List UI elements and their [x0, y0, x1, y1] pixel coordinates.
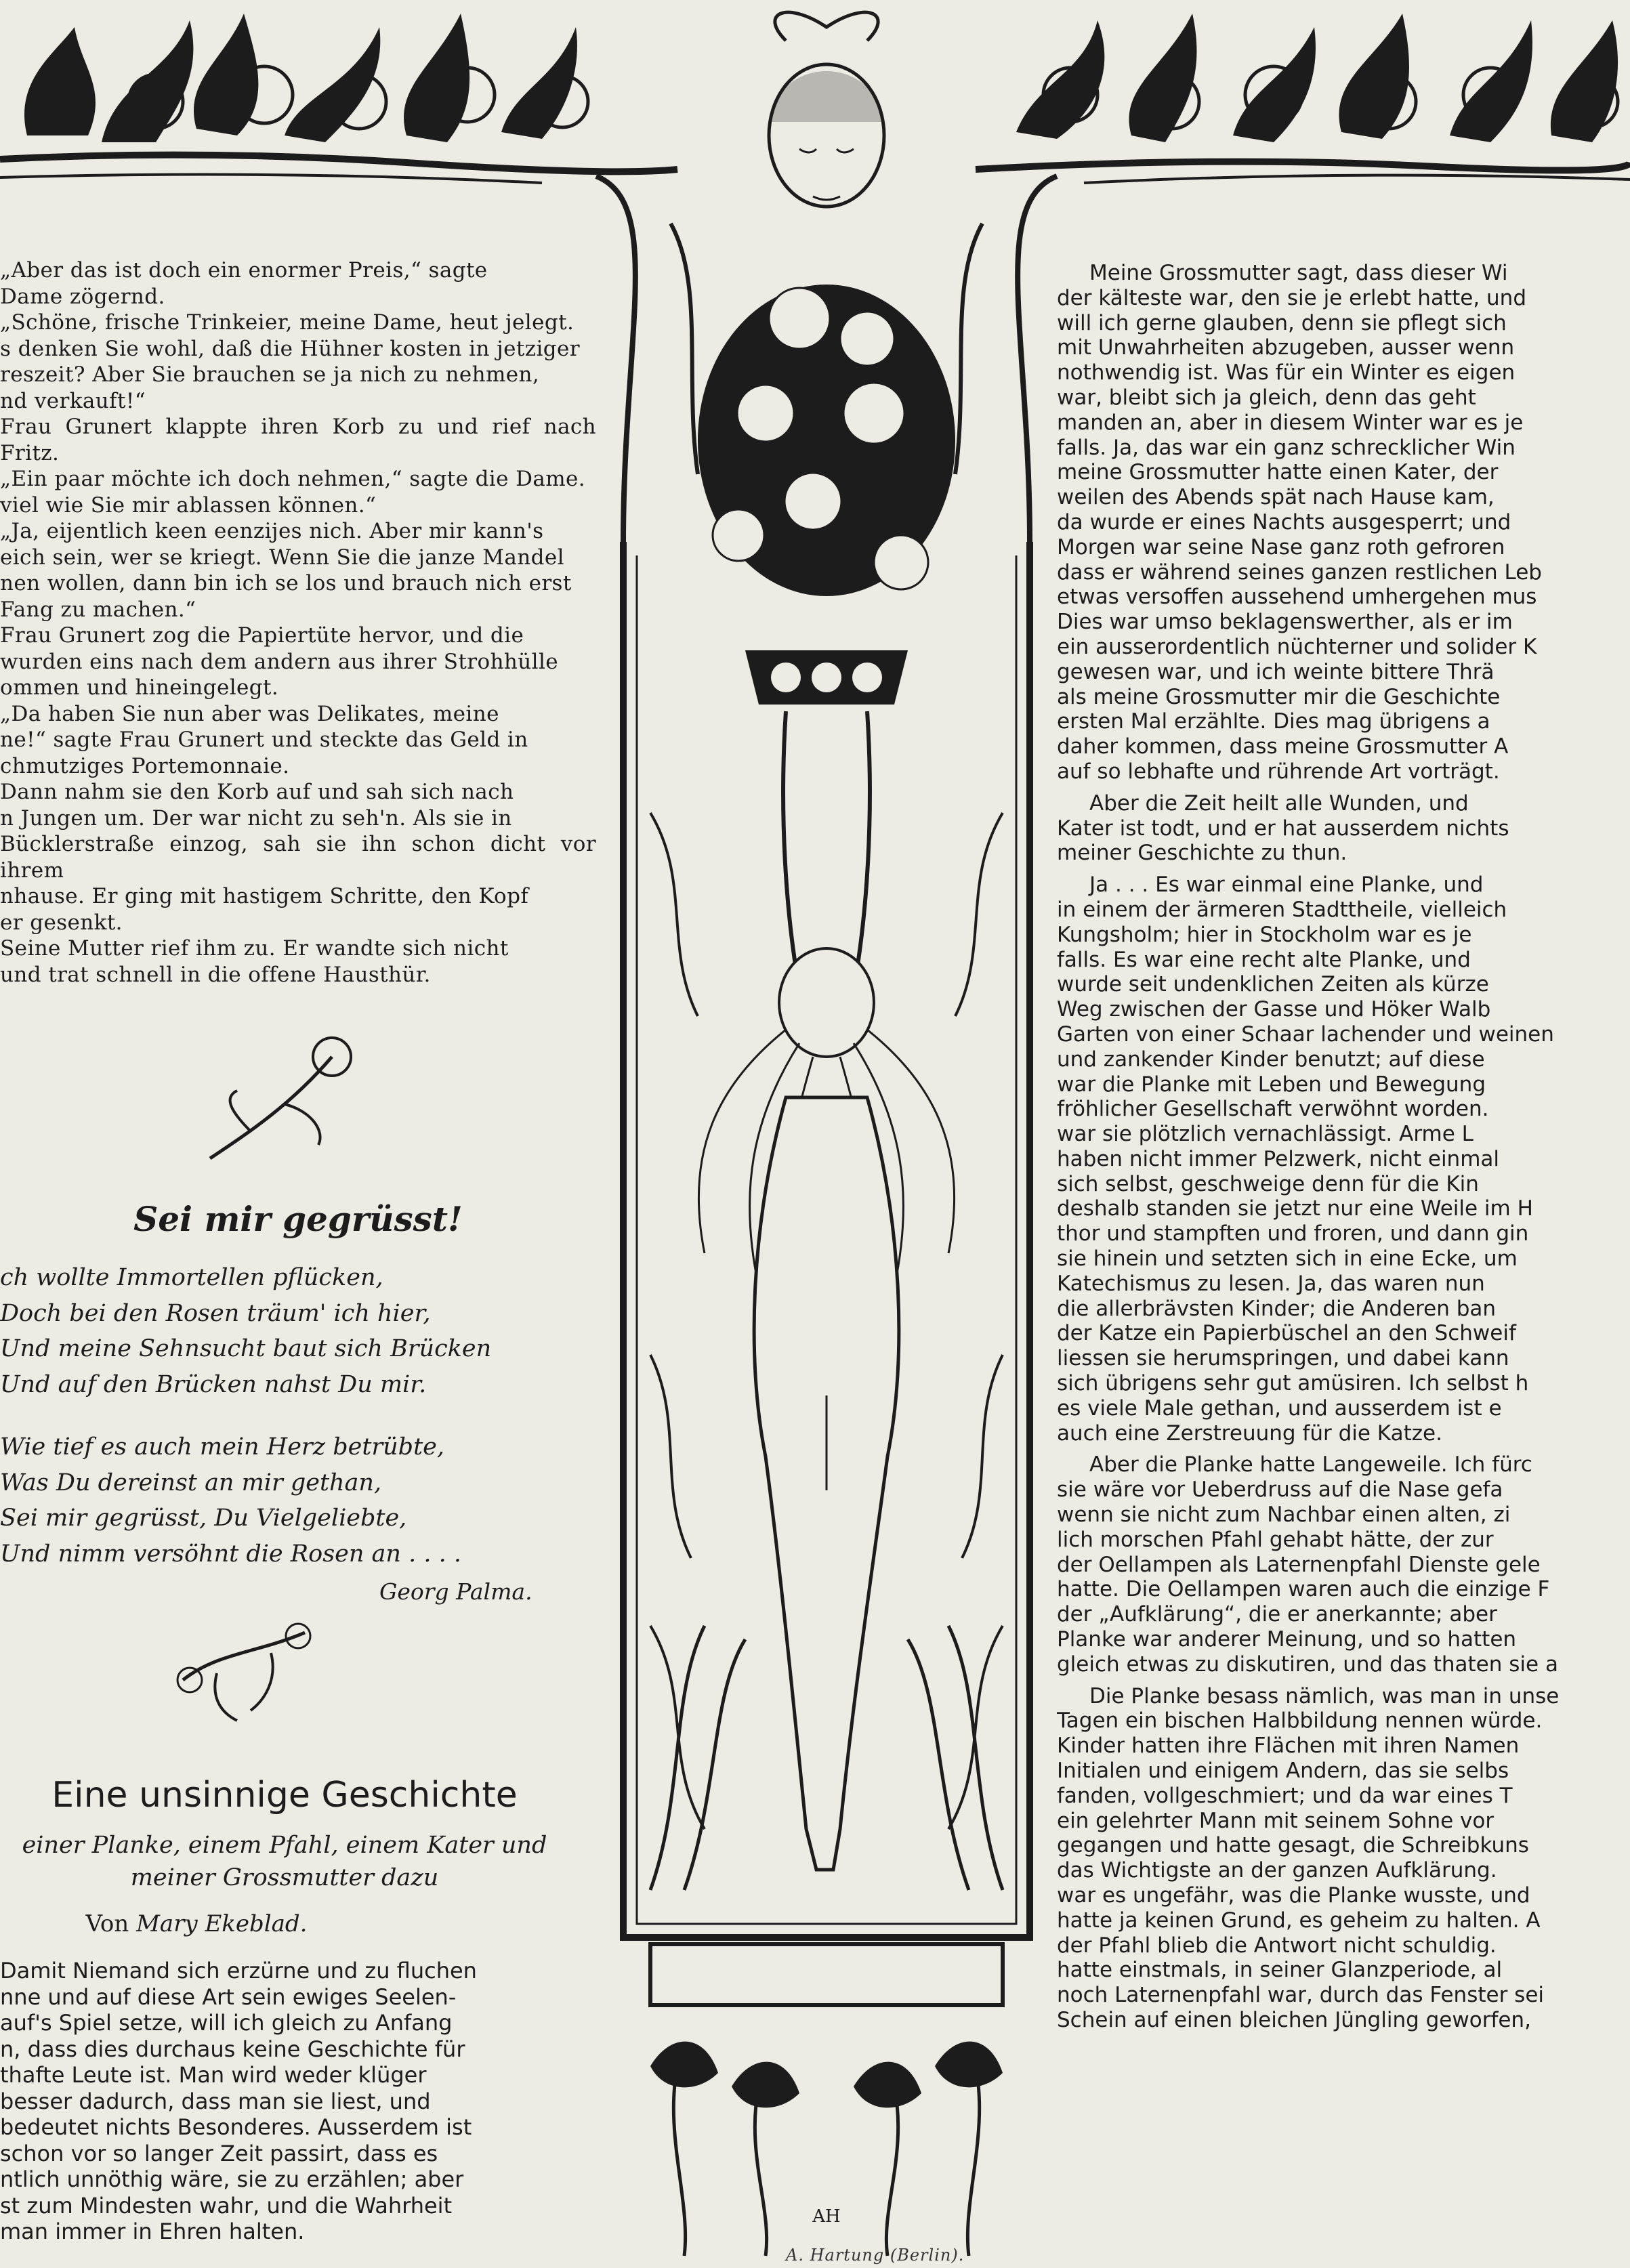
text-line: sie hinein und setzten sich in eine Ecke, um [1057, 1246, 1518, 1272]
paragraph-gap [1057, 1446, 1630, 1452]
monogram: AH [812, 2206, 841, 2227]
story-line: schon vor so langer Zeit passirt, dass es [0, 2140, 438, 2166]
poem-line: Und auf den Brücken nahst Du mir. [0, 1370, 427, 1398]
text-line: da wurde er eines Nachts ausgesperrt; und [1057, 509, 1511, 534]
text-line: als meine Grossmutter mir die Geschichte [1057, 684, 1501, 709]
stanza-gap [0, 1402, 569, 1429]
paragraph-gap [1057, 1677, 1630, 1684]
text-line: etwas versoffen aussehend umhergehen mus [1057, 585, 1537, 610]
text-line: gewesen war, und ich weinte bittere Thrä [1057, 659, 1495, 684]
story-line: besser dadurch, dass man sie liest, und [0, 2088, 431, 2114]
text-line: Fang zu machen.“ [0, 597, 196, 622]
text-line: in einem der ärmeren Stadttheile, vielleich [1057, 897, 1507, 922]
story-subtitle-line: einer Planke, einem Pfahl, einem Kater und [22, 1832, 547, 1859]
text-line: war die Planke mit Leben und Bewegung [1057, 1072, 1486, 1097]
text-line: Dann nahm sie den Korb auf und sah sich nach [0, 780, 514, 804]
text-line: sich selbst, geschweige denn für die Kin [1057, 1171, 1479, 1196]
text-line: der „Aufklärung“, die er anerkannte; aber [1057, 1602, 1497, 1627]
poem-line: Und meine Sehnsucht baut sich Brücken [0, 1335, 492, 1362]
text-line: und zankender Kinder benutzt; auf diese [1057, 1047, 1485, 1072]
text-line: „Ja, eijentlich keen eenzijes nich. Aber mir kann's [0, 519, 544, 543]
story-subtitle [0, 1829, 569, 1894]
text-line: und trat schnell in die offene Hausthür. [0, 962, 431, 987]
text-line: war sie plötzlich vernachlässigt. Arme L [1057, 1122, 1474, 1147]
text-line: Kater ist todt, und er hat ausserdem nichts [1057, 816, 1509, 841]
text-line: meiner Geschichte zu thun. [1057, 841, 1347, 866]
text-line: es viele Male gethan, und ausserdem ist e [1057, 1395, 1502, 1421]
text-line: Aber die Planke hatte Langeweile. Ich fürc [1089, 1452, 1532, 1477]
text-line: Kinder hatten ihre Flächen mit ihren Namen [1057, 1734, 1520, 1759]
story-title: Eine unsinnige Geschichte [51, 1775, 518, 1815]
story-line: auf's Spiel setze, will ich gleich zu Anfang [0, 2010, 453, 2036]
text-line: der Oellampen als Laternenpfahl Dienste gele [1057, 1552, 1541, 1577]
text-line: ein gelehrter Mann mit seinem Sohne vor [1057, 1808, 1495, 1833]
text-line: weilen des Abends spät nach Hause kam, [1057, 485, 1495, 510]
byline-author: Mary Ekeblad. [136, 1910, 308, 1937]
text-line: hatte. Die Oellampen waren auch die einzige F [1057, 1577, 1550, 1602]
story-line: st zum Mindesten wahr, und die Wahrheit [0, 2192, 453, 2219]
text-line: will ich gerne glauben, denn sie pflegt sich [1057, 310, 1507, 335]
text-line: wenn sie nicht zum Nachbar einen alten, zi [1057, 1503, 1511, 1528]
text-line: er gesenkt. [0, 910, 123, 935]
text-line: s denken Sie wohl, daß die Hühner kosten in jetziger [0, 336, 580, 361]
text-line: „Aber das ist doch ein enormer Preis,“ sagte [0, 258, 488, 282]
text-line: nothwendig ist. Was für ein Winter es eigen [1057, 360, 1516, 385]
text-line: gleich etwas zu diskutiren, und das thaten sie a [1057, 1652, 1558, 1677]
paragraph-gap [1057, 866, 1630, 873]
text-line: ne!“ sagte Frau Grunert und steckte das Geld in [0, 728, 528, 752]
text-line: sie wäre vor Ueberdruss auf die Nase gefa [1057, 1477, 1503, 1503]
text-line: fröhlicher Gesellschaft verwöhnt worden. [1057, 1097, 1489, 1122]
text-line: ersten Mal erzählte. Dies mag übrigens a [1057, 709, 1490, 734]
text-line: lich morschen Pfahl gehabt hätte, der zur [1057, 1527, 1494, 1552]
text-line: die allerbrävsten Kinder; die Anderen ban [1057, 1296, 1497, 1321]
text-line: thor und stampften und froren, und dann gin [1057, 1221, 1529, 1246]
text-line: Frau Grunert klappte ihren Korb zu und rief nach Fritz. [0, 415, 596, 465]
text-line: Bücklerstraße einzog, sah sie ihn schon dicht vor ihrem [0, 832, 596, 883]
text-line: wurde seit undenklichen Zeiten als kürze [1057, 972, 1489, 997]
text-line: manden an, aber in diesem Winter war es je [1057, 410, 1524, 435]
text-line: Aber die Zeit heilt alle Wunden, und [1089, 791, 1469, 816]
story-line: ntlich unnöthig wäre, sie zu erzählen; aber [0, 2166, 464, 2192]
illustration-credit: A. Hartung (Berlin). [786, 2246, 965, 2265]
story-line: bedeutet nichts Besonderes. Ausserdem ist [0, 2114, 472, 2140]
text-line: Seine Mutter rief ihm zu. Er wandte sich nicht [0, 936, 509, 961]
text-line: nen wollen, dann bin ich se los und brauch nich erst [0, 571, 572, 595]
text-line: Dies war umso beklagenswerther, als er im [1057, 610, 1513, 635]
story-body [0, 1958, 589, 2245]
text-line: Dame zögernd. [0, 284, 165, 309]
text-line: haben nicht immer Pelzwerk, nicht einmal [1057, 1146, 1500, 1171]
text-line: der Katze ein Papierbüschel an den Schweif [1057, 1321, 1516, 1346]
text-line: ein ausserordentlich nüchterner und solider K [1057, 634, 1537, 659]
text-line: „Ein paar möchte ich doch nehmen,“ sagte die Dame. [0, 467, 586, 491]
poem-title: Sei mir gegrüsst! [133, 1199, 463, 1239]
text-line: der Pfahl blieb die Antwort nicht schuldig. [1057, 1933, 1497, 1958]
paragraph-gap [1057, 784, 1630, 791]
story-line: n, dass dies durchaus keine Geschichte für [0, 2036, 465, 2062]
poem-line: Was Du dereinst an mir gethan, [0, 1469, 382, 1496]
story-subtitle-line: meiner Grossmutter dazu [130, 1864, 439, 1891]
text-line: Initialen und einigem Andern, das sie selbs [1057, 1759, 1509, 1784]
text-line: reszeit? Aber Sie brauchen se ja nich zu nehmen, [0, 362, 540, 387]
text-line: eich sein, wer se kriegt. Wenn Sie die janze Mandel [0, 545, 564, 570]
text-line: viel wie Sie mir ablassen können.“ [0, 492, 377, 518]
story-byline [0, 1910, 393, 1937]
text-line: wurden eins nach dem andern aus ihrer Strohhülle [0, 649, 559, 674]
poem-line: Und nimm versöhnt die Rosen an . . . . [0, 1540, 461, 1568]
story-line: thafte Leute ist. Man wird weder klüger [0, 2062, 427, 2088]
text-line: chmutziges Portemonnaie. [0, 753, 290, 778]
text-line: Garten von einer Schaar lachender und weinen [1057, 1022, 1554, 1047]
text-line: Die Planke besass nämlich, was man in unse [1089, 1683, 1560, 1708]
text-line: dass er während seines ganzen restlichen Leb [1057, 560, 1542, 585]
text-line: hatte einstmals, in seiner Glanzperiode, al [1057, 1958, 1503, 1983]
right-column-text [1057, 261, 1630, 2268]
poem-line: Doch bei den Rosen träum' ich hier, [0, 1299, 431, 1327]
poem-line: ch wollte Immortellen pflücken, [0, 1264, 383, 1291]
text-line: „Da haben Sie nun aber was Delikates, meine [0, 701, 499, 726]
text-line: fanden, vollgeschmiert; und da war eines T [1057, 1783, 1513, 1808]
text-line: auf so lebhafte und rührende Art vorträgt. [1057, 759, 1500, 784]
story-line: nne und auf diese Art sein ewiges Seelen- [0, 1983, 457, 2010]
text-line: Planke war anderer Meinung, und so hatten [1057, 1627, 1517, 1652]
text-line: gegangen und hatte gesagt, die Schreibkuns [1057, 1833, 1529, 1858]
text-line: falls. Ja, das war ein ganz schrecklicher Win [1057, 435, 1516, 460]
text-line: ommen und hineingelegt. [0, 675, 279, 700]
text-line: falls. Es war eine recht alte Planke, und [1057, 947, 1471, 972]
text-line: Tagen ein bischen Halbbildung nennen würde. [1057, 1708, 1543, 1734]
text-line: war es ungefähr, was die Planke wusste, und [1057, 1883, 1530, 1908]
text-line: das Wichtigste an der ganzen Aufklärung. [1057, 1858, 1497, 1883]
text-line: nd verkauft!“ [0, 388, 146, 413]
text-line: mit Unwahrheiten abzugeben, ausser wenn [1057, 335, 1515, 360]
poem-body [0, 1260, 569, 1572]
text-line: sich übrigens sehr gut amüsiren. Ich selbst h [1057, 1371, 1529, 1396]
story-line: man immer in Ehren halten. [0, 2219, 305, 2244]
text-line: war, bleibt sich ja gleich, denn das geht [1057, 385, 1476, 410]
text-line: auch eine Zerstreuung für die Katze. [1057, 1421, 1442, 1446]
poem-line: Wie tief es auch mein Herz betrübte, [0, 1433, 444, 1461]
story-line: Damit Niemand sich erzürne und zu fluchen [0, 1958, 477, 1983]
text-line: deshalb standen sie jetzt nur eine Weile im H [1057, 1196, 1533, 1221]
byline-prefix: Von [85, 1910, 129, 1937]
text-line: noch Laternenpfahl war, durch das Fenster sei [1057, 1983, 1545, 2008]
central-illustration [583, 0, 1070, 2268]
text-line: Schein auf einen bleichen Jüngling geworfen, [1057, 2007, 1531, 2032]
poem-author: Georg Palma. [379, 1578, 532, 1605]
text-line: der kälteste war, den sie je erlebt hatte, und [1057, 285, 1527, 310]
text-line: Weg zwischen der Gasse und Höker Walb [1057, 997, 1491, 1022]
text-line: Frau Grunert zog die Papiertüte hervor, und die [0, 623, 524, 648]
text-line: n Jungen um. Der war nicht zu seh'n. Als sie in [0, 805, 512, 831]
text-line: Ja . . . Es war einmal eine Planke, und [1089, 873, 1484, 898]
text-line: Meine Grossmutter sagt, dass dieser Wi [1089, 261, 1508, 285]
text-line: Kungsholm; hier in Stockholm war es je [1057, 922, 1472, 947]
text-line: „Schöne, frische Trinkeier, meine Dame, heut jelegt. [0, 310, 574, 335]
text-line: nhause. Er ging mit hastigem Schritte, den Kopf [0, 884, 529, 908]
text-line: daher kommen, dass meine Grossmutter A [1057, 734, 1509, 759]
text-line: liessen sie herumspringen, und dabei kann [1057, 1346, 1509, 1371]
poem-line: Sei mir gegrüsst, Du Vielgeliebte, [0, 1505, 407, 1532]
text-line: Morgen war seine Nase ganz roth gefroren [1057, 534, 1505, 560]
text-line: hatte ja keinen Grund, es geheim zu halten. A [1057, 1908, 1541, 1933]
text-line: Katechismus zu lesen. Ja, das waren nun [1057, 1271, 1485, 1296]
text-line: meine Grossmutter hatte einen Kater, der [1057, 460, 1499, 485]
